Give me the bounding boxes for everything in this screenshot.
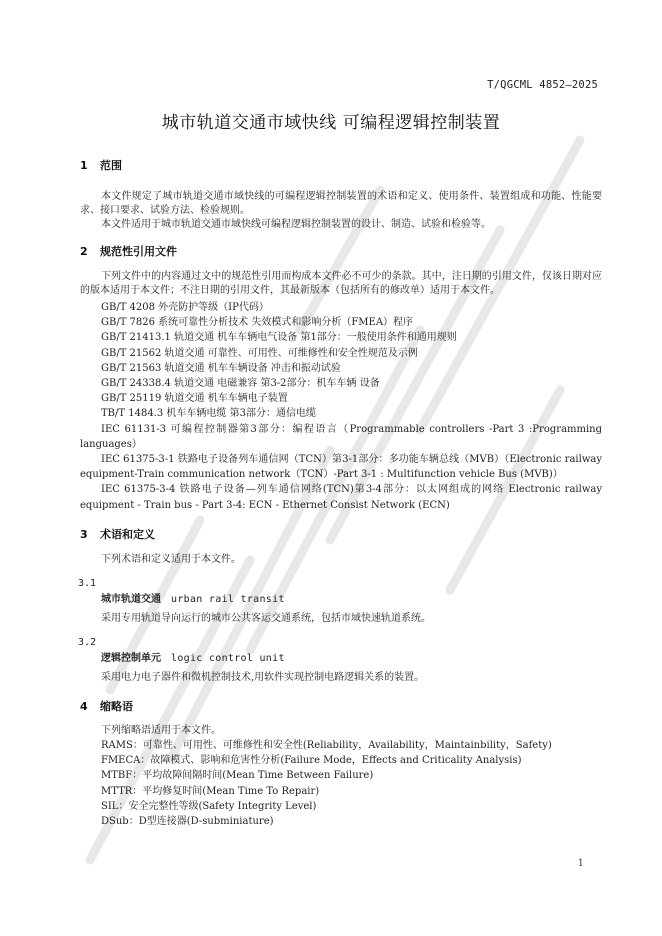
term-definition: 采用专用轨道导向运行的城市公共客运交通系统，包括市域快速轨道系统。 bbox=[101, 612, 431, 624]
standard-code: T/QGCML 4852—2025 bbox=[487, 79, 598, 91]
abbreviation-item: MTTR：平均修复时间(Mean Time To Repair) bbox=[101, 785, 320, 797]
section-4-heading bbox=[80, 699, 602, 715]
reference-item: IEC 61375-3-1 铁路电子设备列车通信网（TCN）第3-1部分：多功能车辆总线（MVB）（Electronic railway equipment-Train communication network（TCN）-Part 3-1 : Multifunction vehicle Bus (MVB)） bbox=[80, 454, 602, 481]
section-title: 规范性引用文件 bbox=[100, 245, 177, 258]
section-3-heading bbox=[80, 527, 602, 543]
reference-item: GB/T 24338.4 轨道交通 电磁兼容 第3-2部分：机车车辆 设备 bbox=[101, 378, 380, 390]
term-name-zh: 逻辑控制单元 bbox=[101, 652, 161, 664]
abbreviation-item: MTBF：平均故障间隔时间(Mean Time Between Failure) bbox=[101, 770, 374, 782]
reference-item: GB/T 21563 轨道交通 机车车辆设备 冲击和振动试验 bbox=[101, 362, 341, 374]
section-title: 术语和定义 bbox=[100, 527, 155, 541]
abbreviation-item: DSub：D型连接器(D-subminiature) bbox=[101, 816, 274, 828]
term-name-zh: 城市轨道交通 bbox=[101, 593, 161, 605]
term-number: 3.2 bbox=[78, 636, 97, 648]
term-name-en: urban rail transit bbox=[171, 593, 285, 605]
reference-item: IEC 61131-3 可编程控制器第3部分：编程语言（Programmable controllers -Part 3 :Programming languages） bbox=[80, 423, 602, 450]
document-body bbox=[80, 158, 602, 829]
reference-item: GB/T 4208 外壳防护等级（IP代码） bbox=[101, 302, 269, 313]
reference-item: IEC 61375-3-4 铁路电子设备—列车通信网络(TCN)第3-4部分：以太网组成的网络 Electronic railway equipment - Train bus - Part 3-4: ECN - Ethernet Consist Network (ECN) bbox=[80, 484, 602, 511]
term-definition: 采用电力电子器件和微机控制技术,用软件实现控制电路逻辑关系的装置。 bbox=[101, 671, 425, 683]
paragraph: 下列缩略语适用于本文件。 bbox=[101, 724, 221, 736]
paragraph: 本文件规定了城市轨道交通市域快线的可编程逻辑控制装置的术语和定义、使用条件、装置组成和功能、性能要求、接口要求、试验方法、检验规则。 bbox=[80, 191, 602, 216]
reference-item: GB/T 21413.1 轨道交通 机车车辆电气设备 第1部分：一般使用条件和通用规则 bbox=[101, 332, 457, 344]
reference-item: GB/T 7826 系统可靠性分析技术 失效模式和影响分析（FMEA）程序 bbox=[101, 317, 414, 329]
section-number: 2 bbox=[80, 245, 88, 258]
section-number: 1 bbox=[80, 159, 88, 172]
section-2-heading bbox=[80, 244, 602, 260]
term-number: 3.1 bbox=[78, 577, 97, 589]
section-number: 4 bbox=[80, 699, 88, 713]
term-entry bbox=[80, 593, 602, 607]
section-title: 范围 bbox=[100, 159, 122, 172]
paragraph: 本文件适用于城市轨道交通市域快线可编程逻辑控制装置的设计、制造、试验和检验等。 bbox=[101, 219, 491, 230]
reference-item: GB/T 21562 轨道交通 可靠性、可用性、可维修性和安全性规范及示例 bbox=[101, 347, 418, 359]
abbreviation-item: FMECA：故障模式、影响和危害性分析(Failure Mode，Effects and Criticality Analysis) bbox=[101, 755, 522, 767]
page-number: 1 bbox=[577, 858, 584, 869]
term-name-en: logic control unit bbox=[171, 652, 285, 664]
reference-item: GB/T 25119 轨道交通 机车车辆电子装置 bbox=[101, 393, 288, 405]
section-1-heading bbox=[80, 158, 602, 174]
section-title: 缩略语 bbox=[100, 699, 133, 713]
section-number: 3 bbox=[80, 527, 88, 541]
paragraph: 下列文件中的内容通过文中的规范性引用而构成本文件必不可少的条款。其中，注日期的引用文件，仅该日期对应的版本适用于本文件；不注日期的引用文件，其最新版本（包括所有的修改单）适用于本文件。 bbox=[80, 271, 602, 296]
abbreviation-item: SIL：安全完整性等级(Safety Integrity Level) bbox=[101, 800, 317, 812]
paragraph: 下列术语和定义适用于本文件。 bbox=[101, 553, 241, 565]
reference-item: TB/T 1484.3 机车车辆电缆 第3部分：通信电缆 bbox=[101, 408, 316, 420]
term-entry bbox=[80, 652, 602, 666]
abbreviation-item: RAMS：可靠性、可用性、可维修性和安全性(Reliability，Availability，Maintainbility，Safety) bbox=[101, 740, 552, 752]
document-title: 城市轨道交通市域快线 可编程逻辑控制装置 bbox=[161, 113, 501, 133]
